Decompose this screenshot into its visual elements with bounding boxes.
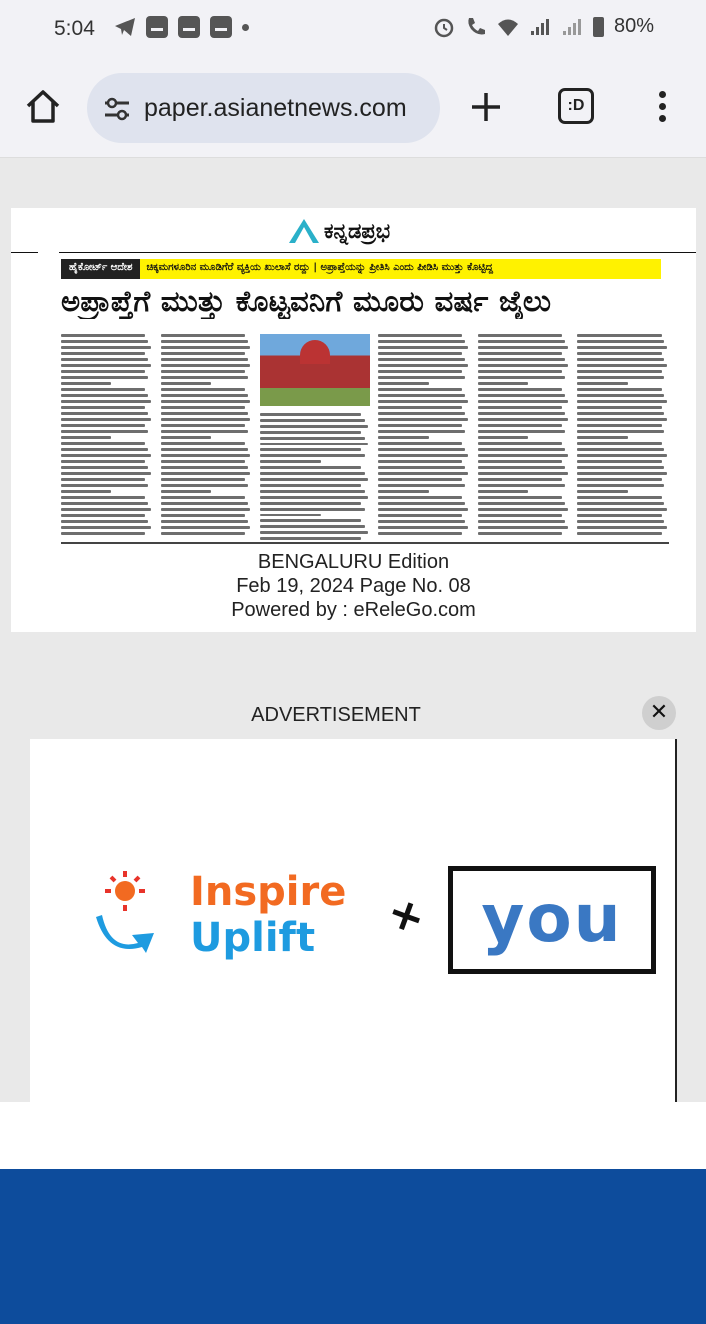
text-line bbox=[378, 472, 468, 475]
text-line bbox=[260, 443, 368, 446]
text-line bbox=[61, 496, 145, 499]
text-line bbox=[478, 478, 562, 481]
text-line bbox=[478, 454, 568, 457]
partner-logo-text: you bbox=[481, 880, 623, 957]
text-line bbox=[61, 430, 148, 433]
divider bbox=[11, 252, 38, 253]
text-line bbox=[161, 448, 248, 451]
text-line bbox=[378, 340, 465, 343]
text-line bbox=[577, 352, 661, 355]
plus-sign: + bbox=[380, 885, 433, 946]
text-line bbox=[161, 442, 245, 445]
text-line bbox=[260, 448, 361, 451]
text-line bbox=[378, 406, 462, 409]
tab-switcher-button[interactable]: :D bbox=[558, 88, 594, 124]
sun-icon bbox=[90, 865, 160, 955]
text-line bbox=[260, 484, 361, 487]
text-line bbox=[61, 334, 145, 337]
call-icon bbox=[465, 16, 487, 38]
text-line bbox=[61, 460, 145, 463]
text-line bbox=[161, 478, 245, 481]
text-line bbox=[378, 388, 462, 391]
edition-date: Feb 19, 2024 Page No. 08 bbox=[236, 575, 471, 597]
mail-icon bbox=[146, 16, 168, 38]
powered-by: Powered by : eReleGo.com bbox=[231, 599, 476, 621]
mail-icon bbox=[178, 16, 200, 38]
text-line bbox=[61, 466, 148, 469]
text-line bbox=[478, 514, 562, 517]
text-line bbox=[260, 460, 321, 463]
text-line bbox=[260, 478, 368, 481]
text-line bbox=[61, 442, 145, 445]
alarm-icon bbox=[433, 16, 455, 38]
text-line bbox=[260, 519, 361, 522]
text-line bbox=[161, 382, 211, 385]
text-line bbox=[577, 508, 667, 511]
more-menu-icon[interactable] bbox=[650, 88, 674, 128]
text-line bbox=[378, 460, 462, 463]
article-column bbox=[61, 334, 153, 540]
text-line bbox=[161, 436, 211, 439]
text-line bbox=[577, 526, 667, 529]
text-line bbox=[577, 400, 667, 403]
article-column bbox=[478, 334, 570, 540]
text-line bbox=[478, 490, 528, 493]
text-line bbox=[577, 436, 627, 439]
text-line bbox=[577, 406, 661, 409]
text-line bbox=[478, 520, 565, 523]
text-line bbox=[478, 388, 562, 391]
text-line bbox=[577, 388, 661, 391]
text-line bbox=[378, 364, 468, 367]
text-line bbox=[378, 424, 462, 427]
text-line bbox=[61, 526, 151, 529]
text-line bbox=[478, 334, 562, 337]
text-line bbox=[61, 346, 151, 349]
text-line bbox=[260, 514, 321, 517]
text-line bbox=[577, 346, 667, 349]
text-line bbox=[478, 496, 562, 499]
inspire-uplift-logo[interactable] bbox=[90, 855, 390, 965]
text-line bbox=[260, 425, 368, 428]
text-line bbox=[61, 406, 145, 409]
text-line bbox=[161, 406, 245, 409]
text-line bbox=[577, 376, 664, 379]
edition-info bbox=[11, 550, 696, 622]
brand-line1: Inspire bbox=[190, 869, 347, 915]
more-notifications-icon bbox=[242, 24, 249, 31]
text-line bbox=[260, 537, 361, 540]
text-line bbox=[260, 466, 361, 469]
text-line bbox=[161, 520, 248, 523]
text-line bbox=[61, 400, 151, 403]
text-line bbox=[260, 472, 365, 475]
text-line bbox=[260, 454, 365, 457]
text-line bbox=[61, 394, 148, 397]
text-line bbox=[577, 514, 661, 517]
text-line bbox=[577, 532, 661, 535]
article-column bbox=[577, 334, 669, 540]
text-line bbox=[161, 526, 251, 529]
kannada-prabha-logo-icon bbox=[288, 218, 320, 244]
text-line bbox=[378, 466, 465, 469]
text-line bbox=[161, 496, 245, 499]
text-line bbox=[61, 436, 111, 439]
text-line bbox=[161, 484, 248, 487]
spacer bbox=[0, 1102, 706, 1169]
text-line bbox=[61, 520, 148, 523]
edition-name: BENGALURU Edition bbox=[257, 551, 450, 573]
text-line bbox=[577, 448, 664, 451]
text-line bbox=[478, 394, 565, 397]
text-line bbox=[378, 484, 465, 487]
text-line bbox=[478, 340, 565, 343]
text-line bbox=[61, 532, 145, 535]
text-line bbox=[577, 412, 664, 415]
telegram-icon bbox=[114, 17, 136, 37]
signal-icon bbox=[561, 17, 583, 37]
text-line bbox=[161, 508, 251, 511]
kicker-text: ಚಿಕ್ಕಮಗಳೂರಿನ ಮೂಡಿಗೆರೆ ವ್ಯಕ್ತಿಯ ಖುಲಾಸೆ ರದ್ದು | ಅಪ್ರಾಪ್ತೆಯನ್ನು ಪ್ರೀತಿಸಿ ಎಂದು ಪೀಡಿಸಿ ಮುತ್ತು ಕೊಟ್ಟಿದ್ದ bbox=[140, 259, 661, 279]
text-line bbox=[577, 442, 661, 445]
text-line bbox=[161, 430, 248, 433]
newspaper-clipping[interactable] bbox=[11, 208, 696, 632]
battery-icon bbox=[593, 17, 604, 37]
text-line bbox=[161, 490, 211, 493]
text-line bbox=[61, 448, 148, 451]
status-bar bbox=[0, 0, 706, 58]
text-line bbox=[577, 466, 664, 469]
text-line bbox=[478, 358, 565, 361]
text-line bbox=[478, 502, 565, 505]
footer-banner bbox=[0, 1169, 706, 1324]
article-column bbox=[260, 334, 370, 540]
you-logo[interactable] bbox=[448, 866, 656, 974]
text-line bbox=[577, 340, 664, 343]
text-line bbox=[161, 394, 248, 397]
text-line bbox=[577, 430, 664, 433]
text-line bbox=[478, 442, 562, 445]
text-line bbox=[478, 352, 562, 355]
text-line bbox=[478, 484, 565, 487]
text-line bbox=[378, 394, 465, 397]
text-line bbox=[61, 490, 111, 493]
text-line bbox=[260, 531, 368, 534]
text-line bbox=[478, 418, 568, 421]
text-line bbox=[378, 382, 428, 385]
text-line bbox=[61, 388, 145, 391]
text-line bbox=[61, 418, 151, 421]
text-line bbox=[378, 508, 468, 511]
text-line bbox=[161, 388, 245, 391]
high-court-photo bbox=[260, 334, 370, 406]
text-line bbox=[577, 394, 664, 397]
text-line bbox=[577, 520, 664, 523]
text-line bbox=[378, 490, 428, 493]
text-line bbox=[161, 418, 251, 421]
text-line bbox=[378, 400, 468, 403]
text-line bbox=[577, 454, 667, 457]
text-line bbox=[378, 352, 462, 355]
text-line bbox=[478, 430, 565, 433]
text-line bbox=[378, 430, 465, 433]
text-line bbox=[478, 376, 565, 379]
text-line bbox=[577, 484, 664, 487]
text-line bbox=[577, 502, 664, 505]
text-line bbox=[61, 352, 145, 355]
text-line bbox=[478, 436, 528, 439]
wifi-icon bbox=[497, 17, 519, 37]
text-line bbox=[478, 406, 562, 409]
text-line bbox=[577, 424, 661, 427]
text-line bbox=[161, 412, 248, 415]
text-line bbox=[378, 502, 465, 505]
text-line bbox=[161, 340, 248, 343]
text-line bbox=[260, 508, 365, 511]
text-line bbox=[61, 454, 151, 457]
text-line bbox=[61, 514, 145, 517]
text-line bbox=[378, 454, 468, 457]
article-headline: ಅಪ್ರಾಪ್ತೆಗೆ ಮುತ್ತು ಕೊಟ್ಟವನಿಗೆ ಮೂರು ವರ್ಷ ಜೈಲು bbox=[61, 284, 552, 318]
text-line bbox=[260, 496, 368, 499]
address-bar[interactable] bbox=[87, 73, 440, 143]
text-line bbox=[61, 340, 148, 343]
text-line bbox=[577, 460, 661, 463]
divider bbox=[61, 542, 669, 544]
text-line bbox=[61, 358, 148, 361]
text-line bbox=[577, 370, 661, 373]
site-settings-icon[interactable] bbox=[103, 97, 131, 121]
kicker-label: ಹೈಕೋರ್ಟ್ ಆದೇಶ bbox=[61, 259, 140, 279]
text-line bbox=[577, 496, 661, 499]
text-line bbox=[378, 514, 462, 517]
text-line bbox=[161, 364, 251, 367]
url-text[interactable]: paper.asianetnews.com bbox=[144, 94, 407, 122]
home-icon[interactable] bbox=[24, 88, 62, 126]
text-line bbox=[161, 460, 245, 463]
text-line bbox=[577, 364, 667, 367]
close-ad-button[interactable]: ✕ bbox=[642, 696, 676, 730]
text-line bbox=[260, 431, 361, 434]
text-line bbox=[577, 418, 667, 421]
text-line bbox=[378, 358, 465, 361]
text-line bbox=[61, 484, 148, 487]
text-line bbox=[161, 346, 251, 349]
text-line bbox=[478, 508, 568, 511]
text-line bbox=[378, 334, 462, 337]
battery-percent: 80% bbox=[613, 15, 654, 37]
text-line bbox=[478, 460, 562, 463]
text-line bbox=[61, 376, 148, 379]
text-line bbox=[161, 532, 245, 535]
brand-line2: Uplift bbox=[190, 915, 316, 961]
text-line bbox=[577, 334, 661, 337]
text-line bbox=[260, 413, 361, 416]
text-line bbox=[378, 532, 462, 535]
text-line bbox=[378, 520, 465, 523]
masthead-title: ಕನ್ನಡಪ್ರಭ bbox=[324, 218, 391, 243]
text-line bbox=[577, 490, 627, 493]
article-body bbox=[61, 334, 669, 540]
text-line bbox=[161, 400, 251, 403]
mail-icon bbox=[210, 16, 232, 38]
text-line bbox=[478, 532, 562, 535]
text-line bbox=[378, 436, 428, 439]
text-line bbox=[478, 472, 568, 475]
text-line bbox=[478, 424, 562, 427]
browser-toolbar bbox=[0, 58, 706, 158]
text-line bbox=[161, 376, 248, 379]
notification-icons bbox=[114, 16, 249, 38]
text-line bbox=[61, 472, 151, 475]
text-line bbox=[61, 502, 148, 505]
text-line bbox=[260, 502, 361, 505]
text-line bbox=[478, 448, 565, 451]
article-column bbox=[161, 334, 253, 540]
text-line bbox=[378, 526, 468, 529]
text-line bbox=[161, 358, 248, 361]
advertisement-label: ADVERTISEMENT bbox=[251, 704, 421, 726]
text-line bbox=[61, 382, 111, 385]
divider bbox=[668, 252, 696, 253]
text-line bbox=[61, 364, 151, 367]
text-line bbox=[378, 412, 465, 415]
text-line bbox=[478, 370, 562, 373]
text-line bbox=[161, 472, 251, 475]
text-line bbox=[478, 382, 528, 385]
text-line bbox=[378, 370, 462, 373]
kicker-bar bbox=[61, 259, 661, 279]
text-line bbox=[61, 412, 148, 415]
text-line bbox=[378, 418, 468, 421]
text-line bbox=[61, 424, 145, 427]
text-line bbox=[378, 442, 462, 445]
text-line bbox=[378, 496, 462, 499]
text-line bbox=[61, 478, 145, 481]
text-line bbox=[478, 466, 565, 469]
text-line bbox=[478, 364, 568, 367]
text-line bbox=[378, 376, 465, 379]
masthead bbox=[288, 214, 390, 248]
text-line bbox=[260, 437, 365, 440]
text-line bbox=[161, 514, 245, 517]
text-line bbox=[478, 412, 565, 415]
text-line bbox=[260, 525, 365, 528]
text-line bbox=[161, 370, 245, 373]
text-line bbox=[61, 370, 145, 373]
text-line bbox=[577, 358, 664, 361]
text-line bbox=[61, 508, 151, 511]
signal-icon bbox=[529, 17, 551, 37]
system-icons bbox=[433, 15, 654, 38]
status-time: 5:04 bbox=[54, 17, 95, 40]
new-tab-icon[interactable] bbox=[469, 90, 503, 124]
text-line bbox=[478, 526, 568, 529]
text-line bbox=[161, 454, 251, 457]
text-line bbox=[161, 466, 248, 469]
divider bbox=[59, 252, 671, 253]
text-line bbox=[478, 400, 568, 403]
text-line bbox=[161, 502, 248, 505]
text-line bbox=[161, 424, 245, 427]
text-line bbox=[378, 448, 465, 451]
text-line bbox=[260, 419, 365, 422]
text-line bbox=[577, 472, 667, 475]
text-line bbox=[577, 478, 661, 481]
text-line bbox=[260, 490, 365, 493]
text-line bbox=[478, 346, 568, 349]
article-column bbox=[378, 334, 470, 540]
text-line bbox=[378, 478, 462, 481]
text-line bbox=[378, 346, 468, 349]
text-line bbox=[161, 352, 245, 355]
text-line bbox=[161, 334, 245, 337]
text-line bbox=[577, 382, 627, 385]
